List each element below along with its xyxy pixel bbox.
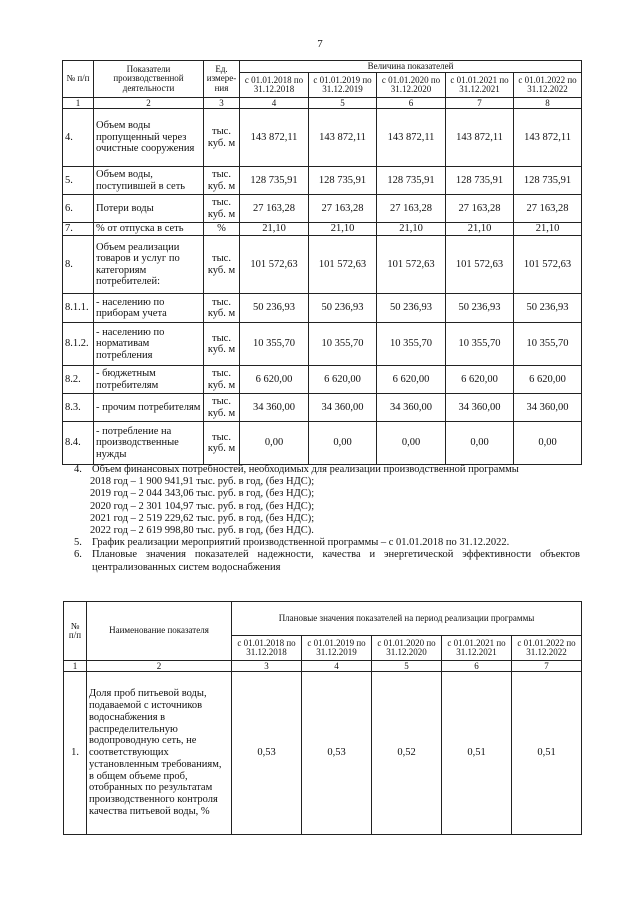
row-unit: тыс. куб. м xyxy=(204,236,240,294)
row-num: 1. xyxy=(64,672,87,835)
header-period: с 01.01.2020 по 31.12.2020 xyxy=(377,73,446,98)
header-period: с 01.01.2021 по 31.12.2021 xyxy=(446,73,514,98)
row-value: 34 360,00 xyxy=(240,394,309,422)
col-index: 6 xyxy=(442,661,512,672)
list-item-text: Плановые значения показателей надежности, качества и энергетической эффективности объектов централизованных систем водоснабжения xyxy=(92,549,580,573)
col-index: 3 xyxy=(204,98,240,109)
col-index: 7 xyxy=(446,98,514,109)
col-index: 3 xyxy=(232,661,302,672)
table-row xyxy=(63,195,582,223)
row-num: 7. xyxy=(63,223,94,236)
row-num: 5. xyxy=(63,167,94,195)
row-value: 6 620,00 xyxy=(446,366,514,394)
row-value: 128 735,91 xyxy=(309,167,377,195)
row-value: 0,52 xyxy=(372,672,442,835)
header-num: № п/п xyxy=(64,602,87,661)
planned-values-table xyxy=(63,601,582,835)
list-item xyxy=(74,464,580,476)
row-value: 0,00 xyxy=(240,422,309,465)
row-value: 34 360,00 xyxy=(514,394,582,422)
row-unit: тыс. куб. м xyxy=(204,109,240,167)
row-value: 27 163,28 xyxy=(446,195,514,223)
row-name: - бюджетным потребителям xyxy=(94,366,204,394)
header-period: с 01.01.2019 по 31.12.2019 xyxy=(302,636,372,661)
row-value: 0,00 xyxy=(377,422,446,465)
program-list xyxy=(74,464,580,574)
header-unit: Ед. измере-ния xyxy=(204,61,240,98)
header-group: Плановые значения показателей на период реализации программы xyxy=(232,602,582,636)
row-name: - потребление на производственные нужды xyxy=(94,422,204,465)
table-row xyxy=(63,223,582,236)
table-row xyxy=(63,236,582,294)
row-value: 21,10 xyxy=(240,223,309,236)
row-value: 21,10 xyxy=(446,223,514,236)
production-indicators-table xyxy=(62,60,582,465)
row-unit: тыс. куб. м xyxy=(204,323,240,366)
table-row xyxy=(63,294,582,323)
col-index: 7 xyxy=(512,661,582,672)
row-num: 8.1.2. xyxy=(63,323,94,366)
row-value: 0,00 xyxy=(446,422,514,465)
row-unit: тыс. куб. м xyxy=(204,167,240,195)
header-indicator: Показатели производственной деятельности xyxy=(94,61,204,98)
row-value: 27 163,28 xyxy=(309,195,377,223)
table-row xyxy=(63,167,582,195)
row-num: 6. xyxy=(63,195,94,223)
list-item-text: График реализации мероприятий производственной программы – с 01.01.2018 по 31.12.2022. xyxy=(92,537,510,549)
row-name: Доля проб питьевой воды, подаваемой с источников водоснабжения в распределительную водопроводную сеть, не соответствующих установленным требованиям, в общем объеме проб, отобранных по результатам производственного контроля качества питьевой воды, % xyxy=(87,672,232,835)
year-line: 2021 год – 2 519 229,62 тыс. руб. в год, (без НДС); xyxy=(90,512,315,524)
col-index: 4 xyxy=(240,98,309,109)
col-index: 2 xyxy=(94,98,204,109)
row-num: 8. xyxy=(63,236,94,294)
table-row xyxy=(63,366,582,394)
row-value: 21,10 xyxy=(377,223,446,236)
row-value: 10 355,70 xyxy=(377,323,446,366)
row-value: 128 735,91 xyxy=(240,167,309,195)
row-value: 101 572,63 xyxy=(240,236,309,294)
row-name: % от отпуска в сеть xyxy=(94,223,204,236)
year-line: 2019 год – 2 044 343,06 тыс. руб. в год, (без НДС); xyxy=(90,488,315,500)
row-name: Объем воды пропущенный через очистные сооружения xyxy=(94,109,204,167)
row-unit: % xyxy=(204,223,240,236)
row-value: 101 572,63 xyxy=(446,236,514,294)
table-row xyxy=(63,109,582,167)
row-value: 10 355,70 xyxy=(240,323,309,366)
col-index: 8 xyxy=(514,98,582,109)
header-period: с 01.01.2018 по 31.12.2018 xyxy=(240,73,309,98)
col-index: 1 xyxy=(64,661,87,672)
list-item xyxy=(74,537,580,549)
row-value: 101 572,63 xyxy=(309,236,377,294)
row-num: 8.3. xyxy=(63,394,94,422)
table-row xyxy=(63,323,582,366)
row-value: 6 620,00 xyxy=(377,366,446,394)
col-index: 5 xyxy=(372,661,442,672)
row-name: Объем реализации товаров и услуг по категориям потребителей: xyxy=(94,236,204,294)
list-item-num: 6. xyxy=(74,549,82,561)
row-value: 34 360,00 xyxy=(377,394,446,422)
table-row xyxy=(64,672,582,835)
row-name: Потери воды xyxy=(94,195,204,223)
row-unit: тыс. куб. м xyxy=(204,394,240,422)
row-value: 27 163,28 xyxy=(514,195,582,223)
list-item-num: 4. xyxy=(74,464,82,475)
row-name: - населению по нормативам потребления xyxy=(94,323,204,366)
year-line: 2020 год – 2 301 104,97 тыс. руб. в год, (без НДС); xyxy=(90,500,315,512)
year-line: 2018 год – 1 900 941,91 тыс. руб. в год, (без НДС); xyxy=(90,476,315,488)
header-period: с 01.01.2022 по 31.12.2022 xyxy=(514,73,582,98)
row-name: - населению по приборам учета xyxy=(94,294,204,323)
row-value: 143 872,11 xyxy=(309,109,377,167)
row-value: 128 735,91 xyxy=(514,167,582,195)
row-num: 4. xyxy=(63,109,94,167)
header-name: Наименование показателя xyxy=(87,602,232,661)
header-value-group: Величина показателей xyxy=(240,61,582,73)
row-value: 143 872,11 xyxy=(377,109,446,167)
row-value: 10 355,70 xyxy=(446,323,514,366)
row-value: 50 236,93 xyxy=(309,294,377,323)
row-value: 0,53 xyxy=(302,672,372,835)
row-unit: тыс. куб. м xyxy=(204,422,240,465)
row-value: 128 735,91 xyxy=(446,167,514,195)
row-name: - прочим потребителям xyxy=(94,394,204,422)
col-index: 1 xyxy=(63,98,94,109)
row-value: 0,51 xyxy=(442,672,512,835)
col-index: 6 xyxy=(377,98,446,109)
row-value: 50 236,93 xyxy=(446,294,514,323)
table-row xyxy=(63,422,582,465)
col-index: 4 xyxy=(302,661,372,672)
header-period: с 01.01.2018 по 31.12.2018 xyxy=(232,636,302,661)
table-row xyxy=(63,394,582,422)
row-value: 10 355,70 xyxy=(309,323,377,366)
row-value: 101 572,63 xyxy=(377,236,446,294)
row-value: 143 872,11 xyxy=(446,109,514,167)
row-value: 0,00 xyxy=(309,422,377,465)
list-item-num: 5. xyxy=(74,537,82,549)
list-item-text: Объем финансовых потребностей, необходимых для реализации производственной программы xyxy=(92,464,519,475)
row-num: 8.1.1. xyxy=(63,294,94,323)
row-unit: тыс. куб. м xyxy=(204,294,240,323)
list-item xyxy=(74,549,580,573)
row-value: 50 236,93 xyxy=(514,294,582,323)
row-num: 8.2. xyxy=(63,366,94,394)
row-value: 6 620,00 xyxy=(309,366,377,394)
row-unit: тыс. куб. м xyxy=(204,366,240,394)
header-period: с 01.01.2021 по 31.12.2021 xyxy=(442,636,512,661)
row-value: 0,53 xyxy=(232,672,302,835)
row-value: 0,51 xyxy=(512,672,582,835)
row-unit: тыс. куб. м xyxy=(204,195,240,223)
row-value: 128 735,91 xyxy=(377,167,446,195)
row-value: 101 572,63 xyxy=(514,236,582,294)
header-num: № п/п xyxy=(63,61,94,98)
row-value: 21,10 xyxy=(514,223,582,236)
year-line: 2022 год – 2 619 998,80 тыс. руб. в год, (без НДС). xyxy=(90,525,314,537)
col-index: 2 xyxy=(87,661,232,672)
header-period: с 01.01.2019 по 31.12.2019 xyxy=(309,73,377,98)
header-period: с 01.01.2020 по 31.12.2020 xyxy=(372,636,442,661)
row-value: 0,00 xyxy=(514,422,582,465)
row-value: 6 620,00 xyxy=(514,366,582,394)
row-value: 143 872,11 xyxy=(240,109,309,167)
row-value: 34 360,00 xyxy=(309,394,377,422)
row-value: 34 360,00 xyxy=(446,394,514,422)
row-value: 6 620,00 xyxy=(240,366,309,394)
row-value: 50 236,93 xyxy=(377,294,446,323)
page-number: 7 xyxy=(317,38,323,50)
row-value: 21,10 xyxy=(309,223,377,236)
col-index: 5 xyxy=(309,98,377,109)
row-num: 8.4. xyxy=(63,422,94,465)
header-period: с 01.01.2022 по 31.12.2022 xyxy=(512,636,582,661)
row-value: 27 163,28 xyxy=(377,195,446,223)
row-value: 143 872,11 xyxy=(514,109,582,167)
row-value: 27 163,28 xyxy=(240,195,309,223)
row-value: 50 236,93 xyxy=(240,294,309,323)
row-name: Объем воды, поступившей в сеть xyxy=(94,167,204,195)
row-value: 10 355,70 xyxy=(514,323,582,366)
